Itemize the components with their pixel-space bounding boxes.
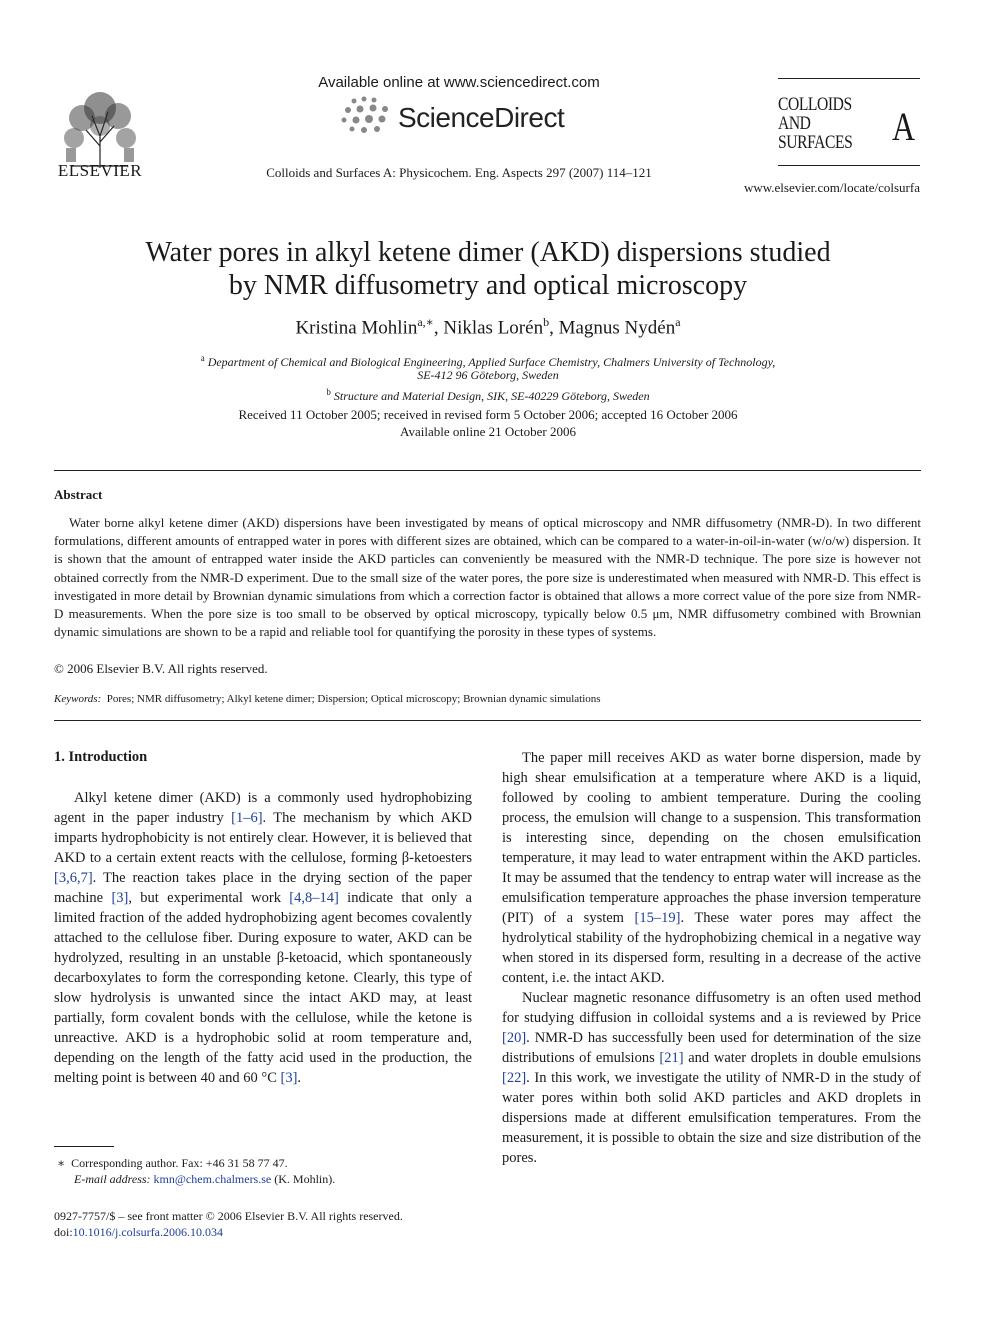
author-name[interactable]: Niklas Lorén	[443, 317, 544, 339]
author-affiliation-mark[interactable]: a	[675, 315, 681, 329]
journal-logo-line-3: SURFACES	[778, 132, 853, 153]
keywords	[54, 693, 921, 705]
doi-label: doi:	[54, 1225, 73, 1239]
citation-link[interactable]: [15–19]	[634, 910, 681, 926]
affiliation-a-mark: a	[200, 353, 205, 363]
sciencedirect-wordmark: ScienceDirect	[398, 102, 565, 133]
affiliation-b	[40, 384, 936, 405]
doi-link[interactable]: 10.1016/j.colsurfa.2006.10.034	[72, 1225, 223, 1239]
author-affiliation-mark[interactable]: b	[543, 315, 550, 329]
corresponding-text: Corresponding author. Fax: +46 31 58 77 47.	[71, 1156, 288, 1170]
affiliation-b-mark: b	[326, 387, 331, 397]
divider-after-keywords	[54, 720, 921, 721]
left-column	[54, 788, 472, 1088]
article-title-line-2: by NMR diffusometry and optical microscopy	[228, 270, 748, 301]
citation-link[interactable]: [3]	[280, 1070, 298, 1086]
footnote-rule	[54, 1146, 114, 1147]
journal-logo	[778, 95, 920, 157]
journal-logo-letter: A	[891, 104, 915, 149]
affiliation-a-line-2-wrap	[40, 367, 936, 384]
email-label: E-mail address:	[74, 1172, 151, 1186]
citation-link[interactable]: [3]	[111, 890, 129, 906]
citation-link[interactable]: [4,8–14]	[289, 890, 339, 906]
citation-link[interactable]: [1–6]	[231, 810, 263, 826]
citation-link[interactable]: [21]	[659, 1050, 684, 1066]
affiliation-a-line-2: SE-412 96 Göteborg, Sweden	[417, 368, 559, 382]
paragraph: The paper mill receives AKD as water borne dispersion, made by high shear emulsification at a temperature where AKD is a liquid, followed by cooling to ambient temperature. During the cooling process, the emulsion will change to a suspension. This transformation is interesting since, depending on the chosen emulsification temperature, it may lead to water entrapment within the AKD particles. It may be assumed that the tendency to entrap water will increase as the emulsification temperature approaches the phase inversion temperature (PIT) of a system [15–19]. These water pores may affect the hydrolytical stability of the hydrophobizing chemical in a negative way when stored in its dispersed form, resulting in a decrease of the active content, i.e. the intact AKD.	[502, 750, 921, 986]
abstract-copyright: © 2006 Elsevier B.V. All rights reserved.	[54, 661, 268, 676]
email-footnote	[74, 1171, 335, 1187]
author-separator: ,	[433, 317, 444, 339]
author-affiliation-mark[interactable]: a,∗	[417, 315, 434, 329]
author-separator: ,	[549, 317, 559, 339]
section-heading-introduction: 1. Introduction	[54, 749, 148, 765]
corresponding-author-footnote	[54, 1155, 288, 1171]
author-name[interactable]: Kristina Mohlin	[295, 317, 418, 339]
doi-line	[54, 1224, 223, 1240]
citation-link[interactable]: [3,6,7]	[54, 870, 93, 886]
sciencedirect-dots-icon	[340, 94, 396, 136]
email-link[interactable]: kmn@chem.chalmers.se	[153, 1172, 272, 1186]
received-dates: Received 11 October 2005; received in revised form 5 October 2006; accepted 16 October 2006	[238, 407, 738, 422]
article-title	[40, 236, 936, 302]
author-list	[40, 315, 936, 339]
author-name[interactable]: Magnus Nydén	[558, 317, 676, 339]
journal-logo-line-1: COLLOIDS	[778, 94, 852, 115]
keywords-label: Keywords:	[54, 693, 102, 705]
publisher-name: ELSEVIER	[57, 161, 143, 180]
corresponding-mark: ∗	[57, 1156, 66, 1170]
right-column	[502, 748, 921, 1168]
article-title-line-1: Water pores in alkyl ketene dimer (AKD) dispersions studied	[145, 237, 831, 268]
journal-logo-bottom-rule	[778, 165, 920, 166]
abstract-heading: Abstract	[54, 487, 103, 502]
available-online-text: Available online at www.sciencedirect.com	[318, 74, 600, 91]
divider-top	[54, 470, 921, 471]
email-owner: (K. Mohlin).	[274, 1172, 336, 1186]
citation-link[interactable]: [20]	[502, 1030, 527, 1046]
keywords-list: Pores; NMR diffusometry; Alkyl ketene dimer; Dispersion; Optical microscopy; Brownian dynamic simulations	[106, 693, 601, 705]
front-matter-note: 0927-7757/$ – see front matter © 2006 Elsevier B.V. All rights reserved.	[54, 1209, 403, 1223]
citation-link[interactable]: [22]	[502, 1070, 527, 1086]
journal-citation: Colloids and Surfaces A: Physicochem. Eng. Aspects 297 (2007) 114–121	[266, 165, 652, 180]
affiliation-a-line-1: Department of Chemical and Biological Engineering, Applied Surface Chemistry, Chalmers University of Technology,	[207, 355, 776, 369]
journal-logo-top-rule	[778, 78, 920, 79]
affiliation-b-text: Structure and Material Design, SIK, SE-40229 Göteborg, Sweden	[333, 389, 650, 403]
journal-logo-line-2: AND	[778, 113, 811, 134]
available-online-date: Available online 21 October 2006	[400, 424, 576, 439]
journal-url-link[interactable]: www.elsevier.com/locate/colsurfa	[743, 180, 920, 195]
paragraph: Alkyl ketene dimer (AKD) is a commonly used hydrophobizing agent in the paper industry [1–6]. The mechanism by which AKD imparts hydrophobicity is not entirely clear. However, it is believed that AKD to a certain extent reacts with the cellulose, forming β-ketoesters [3,6,7]. The reaction takes place in the drying section of the paper machine [3], but experimental work [4,8–14] indicate that only a limited fraction of the added hydrophobizing agent becomes covalently attached to the cellulose fiber. During exposure to water, AKD can be hydrolyzed, resulting in an unstable β-ketoacid, which spontaneously decarboxylates to form the corresponding ketone. Clearly, this type of slow hydrolysis is unwanted since the intact AKD may, at least partially, form covalent bonds with the cellulose, while the ketone is unreactive. AKD is a hydrophobic solid at room temperature and, depending on the length of the fatty acid used in the production, the melting point is between 40 and 60 °C [3].	[54, 790, 472, 1086]
abstract-body: Water borne alkyl ketene dimer (AKD) dispersions have been investigated by means of optical microscopy and NMR diffusometry (NMR-D). In two different formulations, different amounts of entrapped water in pores with different sizes are obtained, which can be compared to a water-in-oil-in-water (w/o/w) dispersion. It is shown that the amount of entrapped water inside the AKD particles can conveniently be measured with the NMR-D technique. The pore size is however not obtained correctly from the NMR-D experiment. Due to the small size of the water pores, the pore size is underestimated when measured with NMR-D. This effect is investigated in more detail by Brownian dynamic simulations from which a correction factor is obtained that allows a more correct value of the pore size from NMR-D measurements. When the pore size is too small to be observed by optical microscopy, typically below 0.5 μm, NMR diffusometry combined with Brownian dynamic simulations are shown to be a rapid and reliable tool for quantifying the porosity in these types of systems.	[54, 515, 921, 640]
paragraph: Nuclear magnetic resonance diffusometry is an often used method for studying diffusion in colloidal systems and a is reviewed by Price [20]. NMR-D has successfully been used for determination of the size distributions of emulsions [21] and water droplets in double emulsions [22]. In this work, we investigate the utility of NMR-D in the study of water pores within both solid AKD particles and AKD droplets in dispersions made at different emulsification temperatures. From the measurement, it is possible to obtain the size and size distribution of the pores.	[502, 990, 921, 1166]
